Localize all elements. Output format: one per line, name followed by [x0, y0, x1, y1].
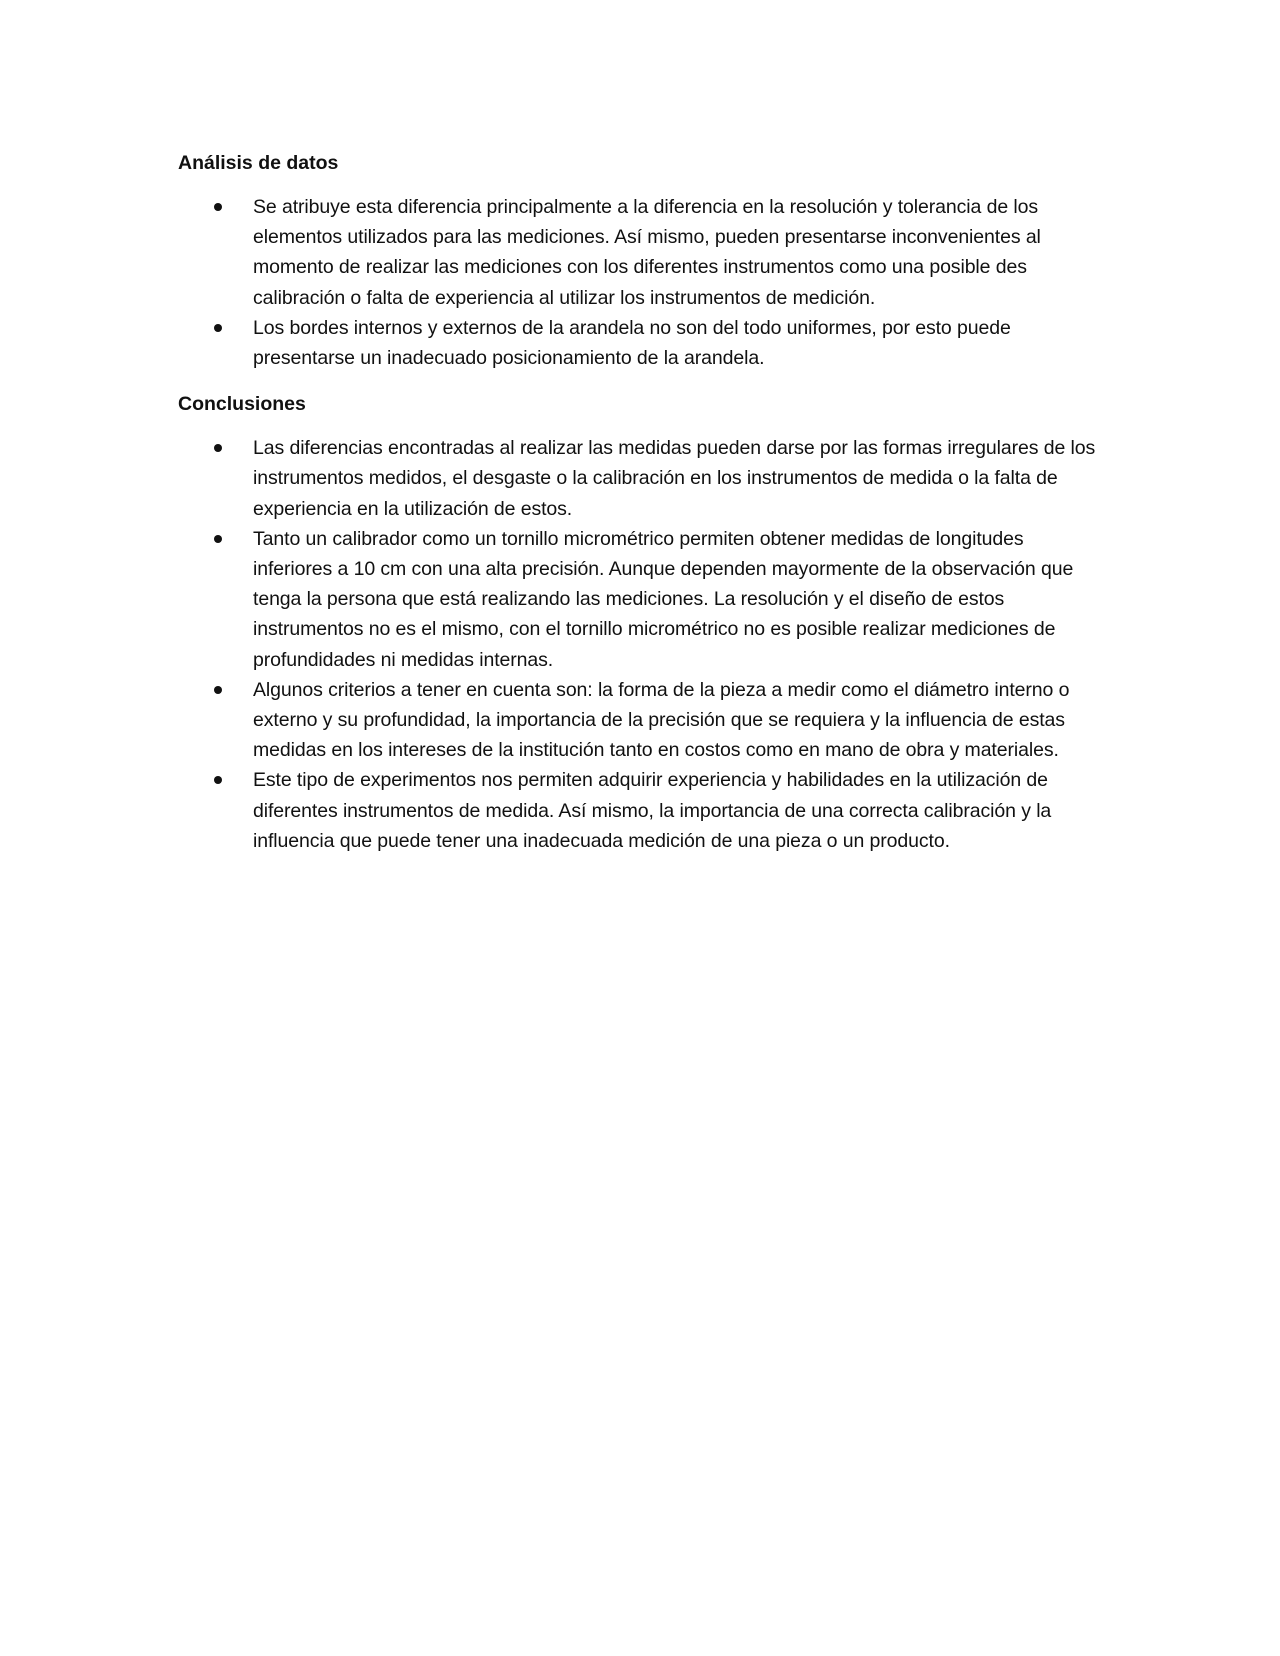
conclusiones-bullet-list	[178, 433, 1098, 856]
bullet-icon	[214, 535, 222, 543]
bullet-icon	[214, 324, 222, 332]
list-item-text: Este tipo de experimentos nos permiten adquirir experiencia y habilidades en la utilización de diferentes instrumentos de medida. Así mismo, la importancia de una correcta calibración y la influencia que puede tener una inadecuada medición de una pieza o un producto.	[253, 769, 1052, 852]
analisis-bullet-list	[178, 192, 1098, 373]
list-item	[178, 192, 1098, 313]
bullet-icon	[214, 203, 222, 211]
bullet-icon	[214, 686, 222, 694]
list-item	[178, 524, 1098, 675]
list-item	[178, 313, 1098, 373]
list-item	[178, 765, 1098, 856]
section-title-conclusiones: Conclusiones	[178, 393, 306, 416]
list-item	[178, 675, 1098, 766]
bullet-icon	[214, 444, 222, 452]
document-body	[178, 148, 1098, 872]
bullet-icon	[214, 776, 222, 784]
list-item-text: Algunos criterios a tener en cuenta son: la forma de la pieza a medir como el diámetro interno o externo y su profundidad, la importancia de la precisión que se requiera y la influencia de estas medidas en los intereses de la institución tanto en costos como en mano de obra y materiales.	[253, 678, 1070, 762]
list-item-text: Tanto un calibrador como un tornillo micrométrico permiten obtener medidas de longitudes inferiores a 10 cm con una alta precisión. Aunque dependen mayormente de la observación que tenga la persona que está realizando las mediciones. La resolución y el diseño de estos instrumentos no es el mismo, con el tornillo micrométrico no es posible realizar mediciones de profundidades ni medidas internas.	[253, 527, 1074, 671]
section-title-analisis: Análisis de datos	[178, 152, 339, 174]
list-item-text: Los bordes internos y externos de la arandela no son del todo uniformes, por esto puede presentarse un inadecuado posicionamiento de la arandela.	[253, 316, 1011, 370]
list-item	[178, 433, 1098, 524]
list-item-text: Se atribuye esta diferencia principalmente a la diferencia en la resolución y tolerancia de los elementos utilizados para las mediciones. Así mismo, pueden presentarse inconvenientes al momento de realizar las mediciones con los diferentes instrumentos como una posible des calibración o falta de experiencia al utilizar los instrumentos de medición.	[253, 196, 1041, 309]
list-item-text: Las diferencias encontradas al realizar las medidas pueden darse por las formas irregulares de los instrumentos medidos, el desgaste o la calibración en los instrumentos de medida o la falta de experiencia en la utilización de estos.	[253, 437, 1096, 520]
